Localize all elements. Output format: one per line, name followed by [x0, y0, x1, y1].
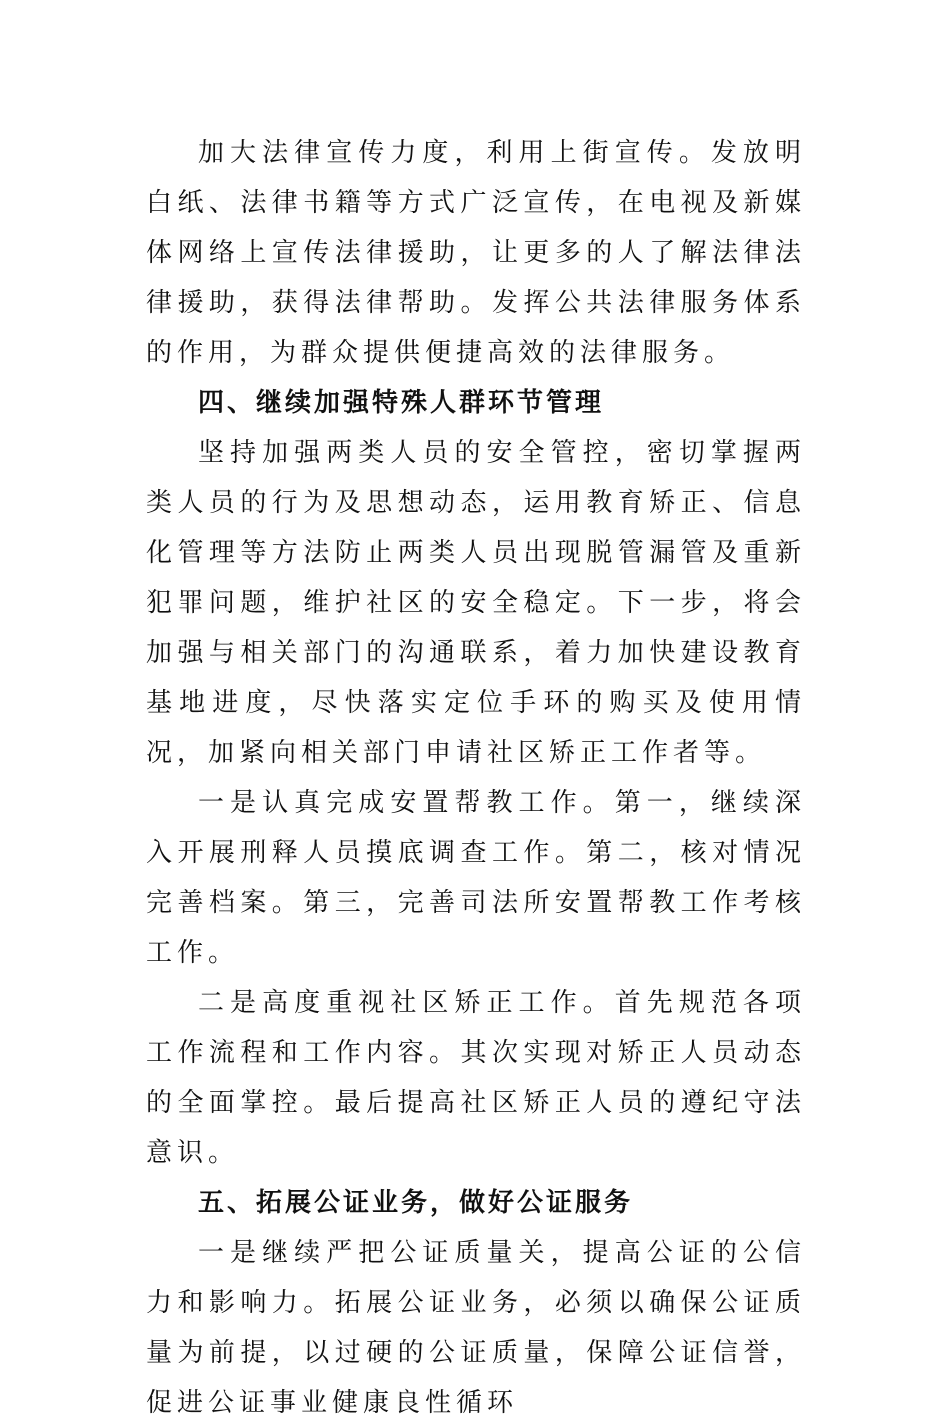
paragraph-community-correction: 二是高度重视社区矫正工作。首先规范各项工作流程和工作内容。其次实现对矫正人员动态的全面掌控。最后提高社区矫正人员的遵纪守法意识。: [146, 988, 806, 1168]
section-heading-special-groups: 四、继续加强特殊人群环节管理: [198, 388, 605, 418]
paragraph-notary-quality: 一是继续严把公证质量关，提高公证的公信力和影响力。拓展公证业务，必须以确保公证质量为前提，以过硬的公证质量，保障公证信誉，促进公证事业健康良性循环: [146, 1238, 806, 1418]
section-heading-notary: 五、拓展公证业务，做好公证服务: [198, 1188, 634, 1218]
paragraph-safety-control: 坚持加强两类人员的安全管控，密切掌握两类人员的行为及思想动态，运用教育矫正、信息化管理等方法防止两类人员出现脱管漏管及重新犯罪问题，维护社区的安全稳定。下一步，将会加强与相关部门的沟通联系，着力加快建设教育基地进度，尽快落实定位手环的购买及使用情况，加紧向相关部门申请社区矫正工作者等。: [146, 438, 806, 768]
document-body: [146, 128, 806, 1428]
paragraph-legal-publicity: 加大法律宣传力度，利用上街宣传。发放明白纸、法律书籍等方式广泛宣传，在电视及新媒体网络上宣传法律援助，让更多的人了解法律法律援助，获得法律帮助。发挥公共法律服务体系的作用，为群众提供便捷高效的法律服务。: [146, 138, 806, 368]
paragraph-resettlement: 一是认真完成安置帮教工作。第一，继续深入开展刑释人员摸底调查工作。第二，核对情况完善档案。第三，完善司法所安置帮教工作考核工作。: [146, 788, 806, 968]
